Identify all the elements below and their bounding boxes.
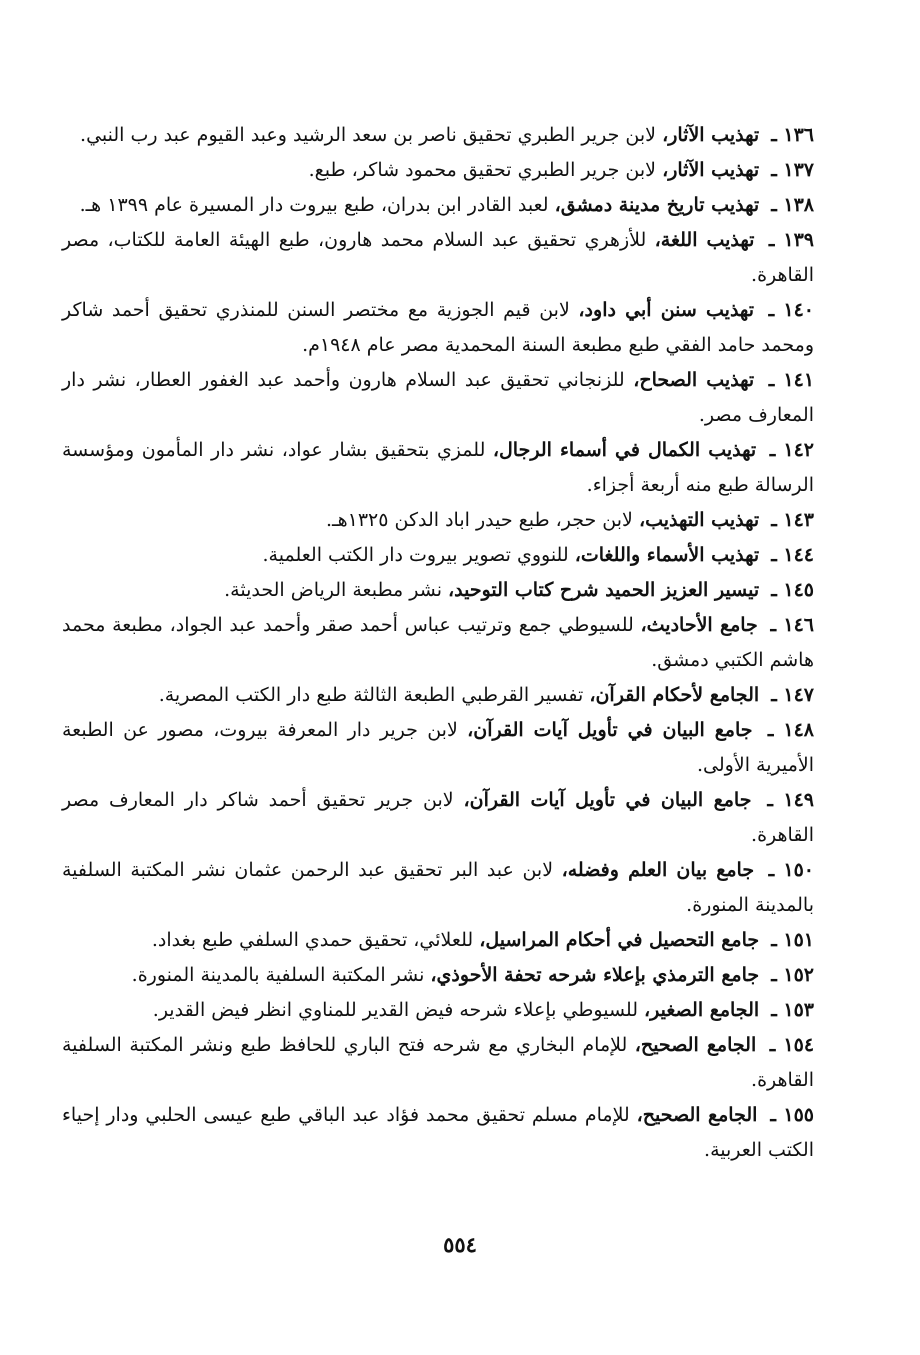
entry-title: الجامع لأحكام القرآن، xyxy=(589,684,760,706)
page-number: ٥٥٤ xyxy=(443,1232,477,1257)
entry-152 xyxy=(62,958,814,993)
entry-title: جامع الأحاديث، xyxy=(640,614,758,636)
entry-title: الجامع الصحيح، xyxy=(636,1104,758,1126)
entry-153 xyxy=(62,993,814,1028)
entry-146 xyxy=(62,608,814,678)
entry-text: للإمام البخاري مع شرحه فتح الباري للحافظ طبع ونشر المكتبة السلفية القاهرة. xyxy=(62,1034,814,1091)
entry-title: جامع التحصيل في أحكام المراسيل، xyxy=(479,929,760,951)
entry-title: تهذيب التهذيب، xyxy=(638,509,760,531)
entry-141 xyxy=(62,363,814,433)
bibliography-list xyxy=(62,118,814,1168)
entry-number: ١٣٨ ـ xyxy=(771,194,814,216)
entry-title: تهذيب الصحاح، xyxy=(633,369,755,391)
entry-text: للسيوطي بإعلاء شرحه فيض القدير للمناوي انظر فيض القدير. xyxy=(152,999,638,1021)
entry-number: ١٣٦ ـ xyxy=(771,124,814,146)
entry-147 xyxy=(62,678,814,713)
entry-text: لابن قيم الجوزية مع مختصر السنن للمنذري تحقيق أحمد شاكر ومحمد حامد الفقي طبع مطبعة السنة المحمدية مصر عام ١٩٤٨م. xyxy=(62,299,814,356)
entry-text: لابن عبد البر تحقيق عبد الرحمن عثمان نشر المكتبة السلفية بالمدينة المنورة. xyxy=(62,859,814,916)
entry-text: نشر مطبعة الرياض الحديثة. xyxy=(224,579,442,601)
entry-text: للعلائي، تحقيق حمدي السلفي طبع بغداد. xyxy=(151,929,474,951)
entry-text: للمزي بتحقيق بشار عواد، نشر دار المأمون ومؤسسة الرسالة طبع منه أربعة أجزاء. xyxy=(62,439,814,496)
entry-title: تهذيب اللغة، xyxy=(654,229,755,251)
entry-138 xyxy=(62,188,814,223)
entry-143 xyxy=(62,503,814,538)
entry-title: تهذيب الأسماء واللغات، xyxy=(574,544,760,566)
entry-title: تهذيب الآثار، xyxy=(662,159,760,181)
entry-text: تفسير القرطبي الطبعة الثالثة طبع دار الكتب المصرية. xyxy=(158,684,584,706)
entry-text: لابن جرير الطبري تحقيق محمود شاكر، طبع. xyxy=(308,159,657,181)
entry-number: ١٤٧ ـ xyxy=(771,684,814,706)
entry-number: ١٥٥ ـ xyxy=(770,1104,815,1126)
entry-text: نشر المكتبة السلفية بالمدينة المنورة. xyxy=(131,964,425,986)
entry-140 xyxy=(62,293,814,363)
entry-text: لابن حجر، طبع حيدر اباد الدكن ١٣٢٥هـ. xyxy=(326,509,633,531)
entry-149 xyxy=(62,783,814,853)
entry-150 xyxy=(62,853,814,923)
entry-title: تهذيب الآثار، xyxy=(662,124,760,146)
entry-142 xyxy=(62,433,814,503)
entry-139 xyxy=(62,223,814,293)
entry-number: ١٥٢ ـ xyxy=(771,964,814,986)
entry-145 xyxy=(62,573,814,608)
entry-title: جامع الترمذي بإعلاء شرحه تحفة الأحوذي، xyxy=(430,964,760,986)
entry-number: ١٥٤ ـ xyxy=(769,1034,815,1056)
entry-155 xyxy=(62,1098,814,1168)
entry-title: الجامع الصغير، xyxy=(644,999,760,1021)
entry-number: ١٣٧ ـ xyxy=(771,159,814,181)
entry-title: تهذيب تاريخ مدينة دمشق، xyxy=(554,194,760,216)
entry-text: للزنجاني تحقيق عبد السلام هارون وأحمد عبد الغفور العطار، نشر دار المعارف مصر. xyxy=(62,369,814,426)
entry-number: ١٤٤ ـ xyxy=(771,544,814,566)
entry-number: ١٤١ ـ xyxy=(768,369,815,391)
entry-text: لابن جرير الطبري تحقيق ناصر بن سعد الرشيد وعبد القيوم عبد رب النبي. xyxy=(80,124,657,146)
entry-number: ١٤٠ ـ xyxy=(768,299,814,321)
entry-number: ١٤٢ ـ xyxy=(769,439,814,461)
entry-number: ١٥٣ ـ xyxy=(771,999,814,1021)
entry-151 xyxy=(62,923,814,958)
entry-title: جامع البيان في تأويل آيات القرآن، xyxy=(467,719,753,741)
entry-text: للأزهري تحقيق عبد السلام محمد هارون، طبع الهيئة العامة للكتاب، مصر القاهرة. xyxy=(62,229,814,286)
entry-text: لابن جرير تحقيق أحمد شاكر دار المعارف مصر القاهرة. xyxy=(62,789,814,846)
entry-text: لعبد القادر ابن بدران، طبع بيروت دار المسيرة عام ١٣٩٩ هـ. xyxy=(79,194,549,216)
entry-text: للسيوطي جمع وترتيب عباس أحمد صقر وأحمد عبد الجواد، مطبعة محمد هاشم الكتبي دمشق. xyxy=(62,614,814,671)
entry-148 xyxy=(62,713,814,783)
entry-number: ١٥٠ ـ xyxy=(768,859,814,881)
entry-number: ١٥١ ـ xyxy=(771,929,814,951)
entry-154 xyxy=(62,1028,814,1098)
entry-number: ١٤٩ ـ xyxy=(767,789,814,811)
entry-text: للإمام مسلم تحقيق محمد فؤاد عبد الباقي طبع عيسى الحلبي ودار إحياء الكتب العربية. xyxy=(62,1104,814,1161)
entry-title: جامع بيان العلم وفضله، xyxy=(561,859,755,881)
entry-title: تهذيب سنن أبي داود، xyxy=(578,299,754,321)
entry-title: تهذيب الكمال في أسماء الرجال، xyxy=(492,439,757,461)
entry-number: ١٤٣ ـ xyxy=(771,509,814,531)
entry-136 xyxy=(62,118,814,153)
entry-number: ١٤٨ ـ xyxy=(767,719,815,741)
entry-text: لابن جرير دار المعرفة بيروت، مصور عن الطبعة الأميرية الأولى. xyxy=(62,719,814,776)
entry-title: جامع البيان في تأويل آيات القرآن، xyxy=(463,789,752,811)
entry-number: ١٤٥ ـ xyxy=(771,579,814,601)
entry-text: للنووي تصوير بيروت دار الكتب العلمية. xyxy=(262,544,569,566)
entry-number: ١٣٩ ـ xyxy=(768,229,815,251)
entry-137 xyxy=(62,153,814,188)
entry-144 xyxy=(62,538,814,573)
entry-title: تيسير العزيز الحميد شرح كتاب التوحيد، xyxy=(448,579,760,601)
entry-number: ١٤٦ ـ xyxy=(770,614,814,636)
entry-title: الجامع الصحيح، xyxy=(634,1034,757,1056)
